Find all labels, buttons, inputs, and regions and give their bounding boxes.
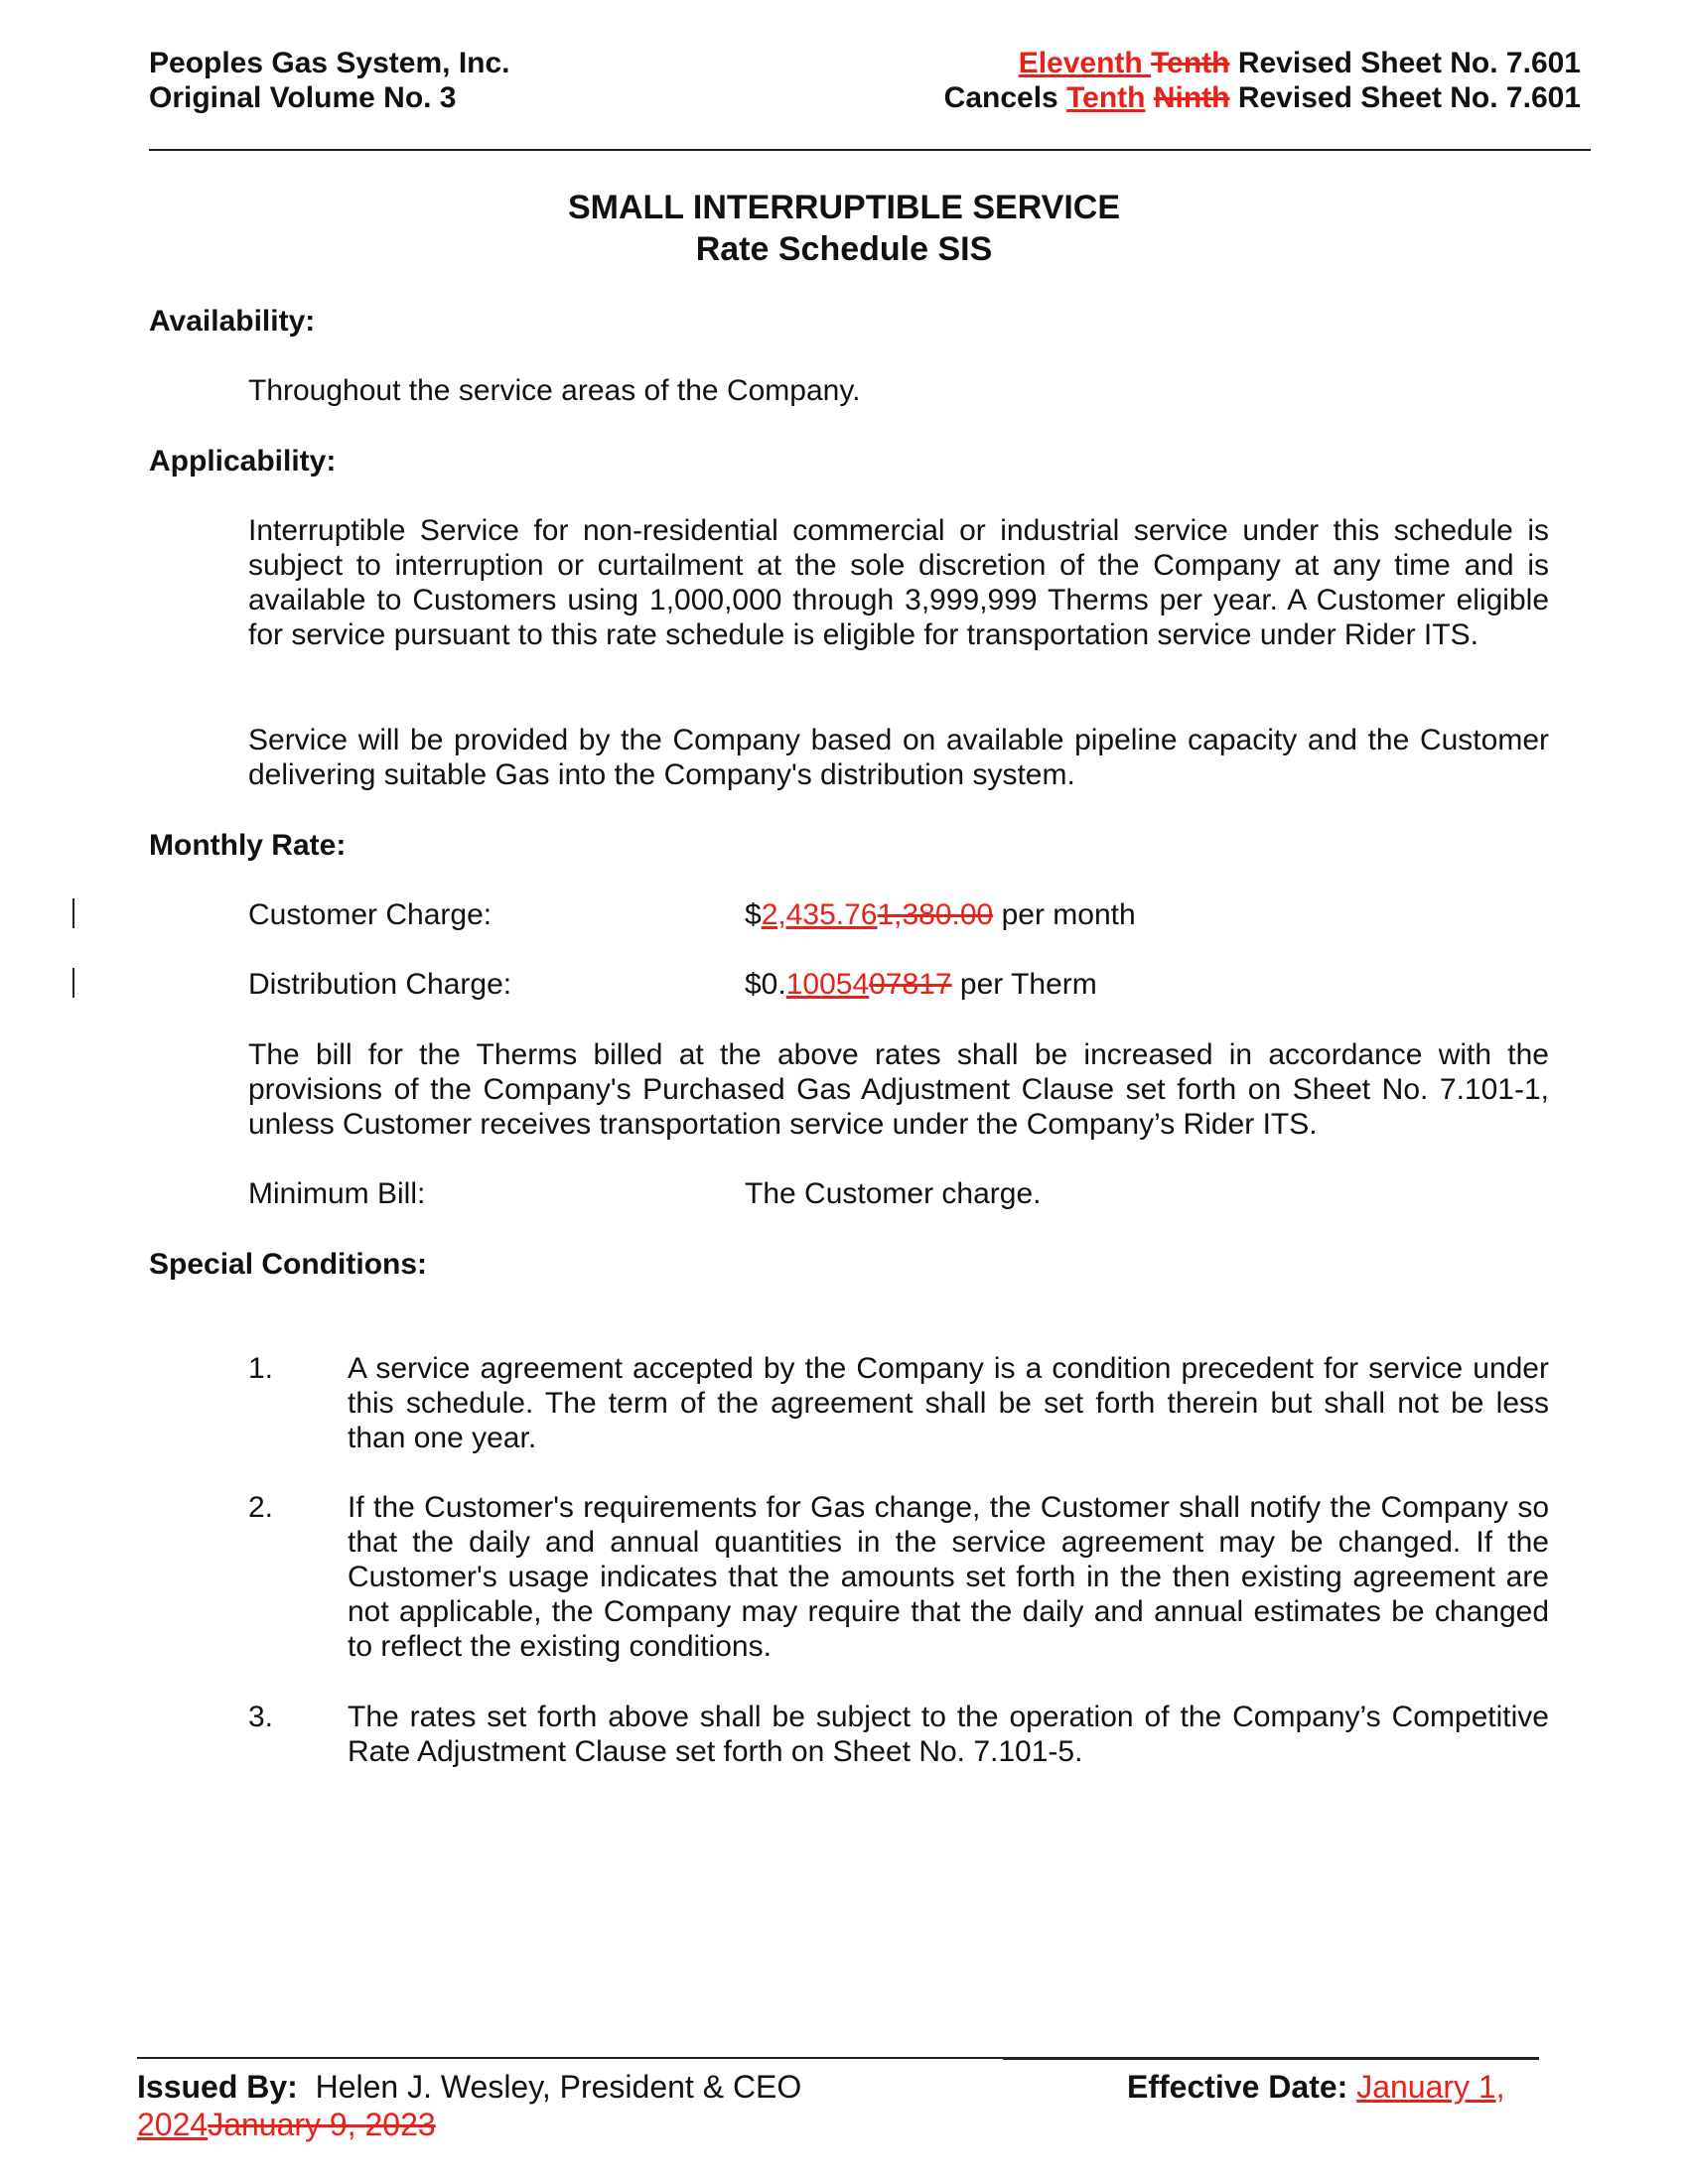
applicability-paragraph-2: Service will be provided by the Company based on available pipeline capacity and the Customer delivering suitable Gas into the Company's distribution system. — [248, 724, 1549, 791]
sheet-ordinal-deleted: Tenth — [1151, 47, 1230, 79]
customer-charge-inserted: 2,435.76 — [761, 898, 878, 931]
distribution-charge-inserted: 10054 — [785, 968, 870, 1001]
issued-by-value: Helen J. Wesley, President & CEO — [297, 2069, 802, 2105]
footer-rule-left — [137, 2057, 1006, 2059]
volume-number: Original Volume No. 3 — [149, 81, 457, 114]
minimum-bill-value: The Customer charge. — [745, 1177, 1042, 1210]
cancels-sheet — [944, 80, 1581, 115]
effective-date — [1127, 2068, 1505, 2106]
cancels-ordinal-deleted: Ninth — [1153, 81, 1230, 114]
distribution-charge-prefix: $0. — [745, 968, 786, 1001]
condition-number: 1. — [248, 1352, 274, 1385]
distribution-charge-value — [745, 967, 1097, 1002]
cancels-suffix: Revised Sheet No. 7.601 — [1229, 81, 1581, 114]
cancels-ordinal-inserted: Tenth — [1066, 81, 1146, 114]
effective-date-deleted: January 9, 2023 — [208, 2107, 436, 2142]
effective-date-continued — [137, 2106, 436, 2143]
issued-by-label: Issued By: — [137, 2069, 298, 2105]
sheet-number — [1019, 46, 1581, 80]
condition-number: 2. — [248, 1491, 274, 1524]
customer-charge-label: Customer Charge: — [248, 898, 492, 931]
special-conditions-heading: Special Conditions: — [149, 1248, 428, 1281]
effective-date-inserted: January 1, — [1356, 2069, 1505, 2105]
page-subtitle: Rate Schedule SIS — [695, 230, 993, 268]
customer-charge-unit: per month — [993, 898, 1136, 931]
cancels-prefix: Cancels — [943, 81, 1067, 114]
effective-date-inserted-year: 2024 — [137, 2107, 209, 2142]
header-rule — [149, 149, 1591, 151]
sheet-ordinal-inserted: Eleventh — [1018, 47, 1152, 79]
customer-charge-value — [745, 897, 1136, 932]
condition-text: The rates set forth above shall be subject to the operation of the Company’s Competitive Rate Adjustment Clause set forth on Sheet No. 7.101-5. — [348, 1701, 1549, 1768]
distribution-charge-deleted: 07817 — [869, 968, 952, 1001]
minimum-bill-label: Minimum Bill: — [248, 1177, 426, 1210]
monthly-rate-heading: Monthly Rate: — [149, 829, 347, 862]
company-name: Peoples Gas System, Inc. — [149, 47, 510, 79]
customer-charge-deleted: 1,380.00 — [877, 898, 994, 931]
applicability-paragraph-1: Interruptible Service for non-residential commercial or industrial service under this schedule is subject to interruption or curtailment at the sole discretion of the Company at any time and is available to Customers using 1,000,000 through 3,999,999 Therms per year. A Customer eligible for service pursuant to this rate schedule is eligible for transportation service under Rider ITS. — [248, 514, 1549, 651]
effective-date-label: Effective Date: — [1127, 2069, 1357, 2105]
footer-rule-right — [1003, 2057, 1539, 2060]
distribution-charge-label: Distribution Charge: — [248, 968, 512, 1001]
bill-paragraph: The bill for the Therms billed at the above rates shall be increased in accordance with the provisions of the Company's Purchased Gas Adjustment Clause set forth on Sheet No. 7.101-1, unless Customer receives transportation service under the Company’s Rider ITS. — [248, 1038, 1549, 1141]
condition-text: If the Customer's requirements for Gas change, the Customer shall notify the Company so that the daily and annual quantities in the service agreement may be changed. If the Customer's usage indicates that the amounts set forth in the then existing agreement are not applicable, the Company may require that the daily and annual estimates be changed to reflect the existing conditions. — [348, 1491, 1549, 1663]
change-bar — [72, 968, 74, 998]
availability-heading: Availability: — [149, 305, 316, 338]
sheet-suffix: Revised Sheet No. 7.601 — [1229, 47, 1581, 79]
change-bar — [72, 898, 74, 928]
distribution-charge-unit: per Therm — [951, 968, 1097, 1001]
applicability-heading: Applicability: — [149, 445, 337, 478]
currency-symbol: $ — [745, 898, 762, 931]
page-title: SMALL INTERRUPTIBLE SERVICE — [567, 189, 1121, 226]
issued-by — [137, 2068, 801, 2106]
availability-text: Throughout the service areas of the Company. — [248, 374, 861, 407]
condition-text: A service agreement accepted by the Company is a condition precedent for service under this schedule. The term of the agreement shall be set forth therein but shall not be less than one year. — [348, 1352, 1549, 1454]
condition-number: 3. — [248, 1701, 274, 1733]
